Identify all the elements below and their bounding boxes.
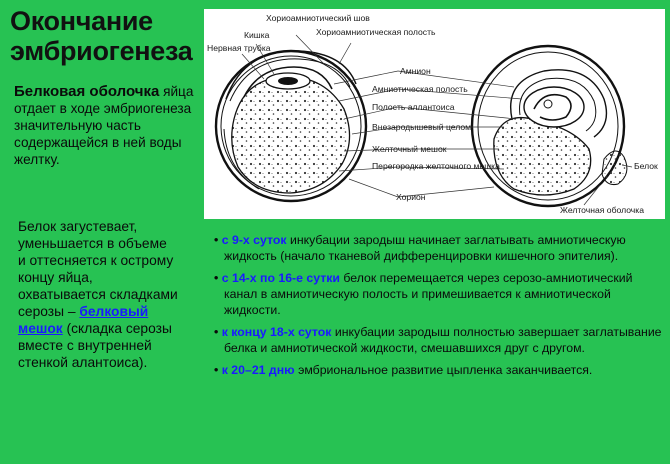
bullet-dot: • (214, 363, 219, 377)
bullet-dot: • (214, 233, 219, 247)
bullet-highlight: к 20–21 дню (221, 363, 295, 377)
bullet-item (214, 270, 666, 318)
label-amniotic-cavity: Амниотическая полость (372, 84, 468, 94)
intro-rest: яйца отдает в ходе эмбриогенеза значительную часть содержащейся в ней воды желтку. (14, 84, 194, 167)
label-neural-tube: Нервная трубка (207, 43, 271, 53)
embryo-diagram (204, 9, 665, 219)
bullet-dot: • (214, 325, 219, 339)
left-paragraph (18, 218, 178, 371)
bullet-item (214, 324, 666, 356)
bullet-dot: • (214, 271, 219, 285)
left-text-part1: Белок загустевает, уменьшается в объеме и оттесняется к острому концу яйца, охватывается складками серозы – (18, 219, 178, 319)
bullet-text: белок перемещается через серозо-амниотический канал в амниотическую полость и примешивается к амниотической жидкости. (224, 271, 633, 317)
diagram-svg (204, 9, 665, 219)
label-chorion: Хорион (396, 192, 426, 202)
label-yolk-sac-partition: Перегородка желточного мешка (372, 161, 500, 171)
left-text-highlight: белковый мешок (18, 304, 149, 336)
bullet-list (214, 232, 666, 384)
bullet-text: эмбриональное развитие цыпленка заканчивается. (294, 363, 593, 377)
label-chorioamniotic-seam-1: Хориоамниотический шов (266, 13, 370, 23)
label-albumen: Белок (634, 161, 658, 171)
label-yolk-sac: Желточный мешок (372, 144, 447, 154)
label-chorioamniotic-cavity: Хориоамниотическая полость (316, 27, 436, 37)
bullet-item (214, 362, 666, 378)
title-line-1: Окончание (10, 6, 153, 36)
left-text-part2: (складка серозы вместе с внутренней стенкой алантоиса). (18, 321, 172, 370)
left-egg-drawing (216, 51, 366, 201)
bullet-text: инкубации зародыш начинает заглатывать амниотическую жидкость (начало тканевой дифференцировки кишечного эпителия). (224, 233, 626, 263)
label-yolk-membrane: Желточная оболочка (560, 205, 645, 215)
title-line-2: эмбриогенеза (10, 36, 193, 66)
label-amnion: Амнион (400, 66, 431, 76)
intro-lead: Белковая оболочка (14, 83, 160, 100)
intro-paragraph (14, 83, 200, 168)
label-allantois-cavity: Полость аллантоиса (372, 102, 455, 112)
right-egg-drawing (472, 46, 627, 206)
slide-title (10, 6, 210, 66)
bullet-highlight: с 14-х по 16-е сутки (221, 271, 340, 285)
bullet-text: инкубации зародыш полностью завершает заглатывание белка и амниотической жидкости, смешавшихся друг с другом. (224, 325, 662, 355)
label-intestine: Кишка (244, 30, 270, 40)
bullet-item (214, 232, 666, 264)
bullet-highlight: к концу 18-х суток (221, 325, 332, 339)
bullet-highlight: с 9-х суток (221, 233, 287, 247)
label-extraembryonic-coelom: Внезародышевый целом (372, 122, 472, 132)
